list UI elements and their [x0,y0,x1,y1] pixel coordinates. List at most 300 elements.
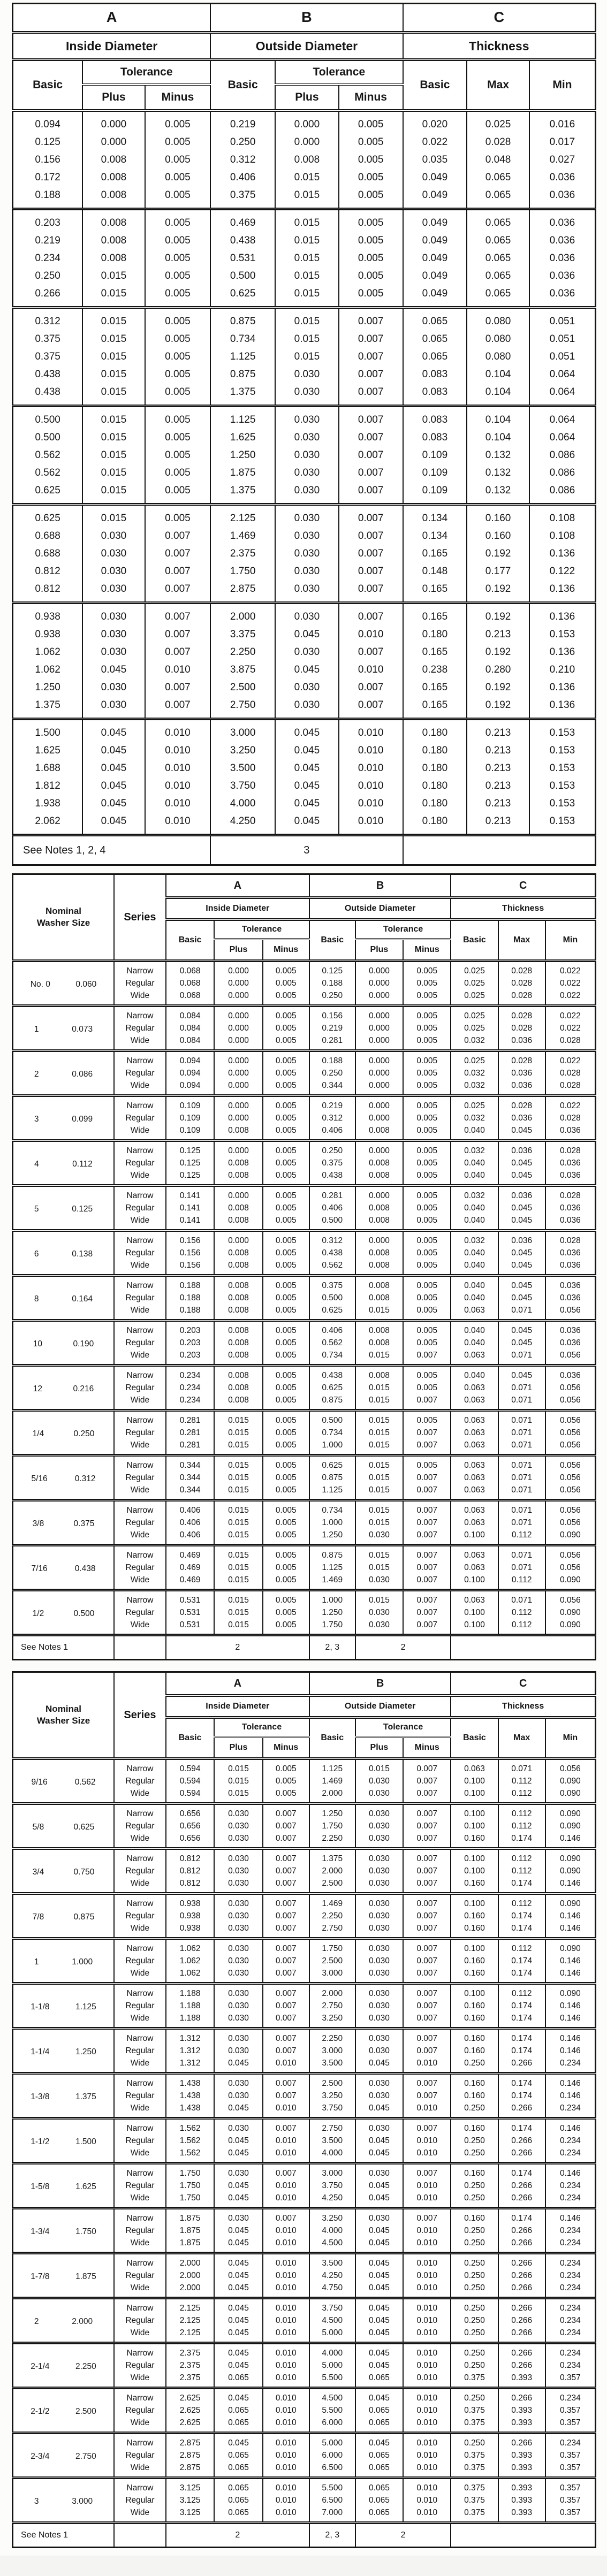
dimension-cell: 0.165 [403,696,467,719]
dimension-cell: 0.063 [451,1382,498,1394]
table-row [13,1186,596,1202]
dimension-cell: 0.045 [498,1157,545,1169]
dimension-cell: 0.015 [214,1759,262,1775]
dimension-cell: 0.007 [403,2208,451,2225]
dimension-cell: 2.625 [166,2388,214,2405]
dimension-cell: 0.005 [403,1247,451,1259]
series-cell: Regular [114,1292,166,1304]
dimension-cell: 0.015 [275,348,339,365]
dimension-cell: 3.500 [309,2057,355,2074]
notes-row [13,1635,596,1660]
dimension-cell: 0.030 [275,383,339,406]
dimension-cell: 0.065 [355,2449,403,2461]
dimension-cell: 0.056 [545,1304,596,1321]
dimension-cell: 0.036 [498,1112,545,1124]
dimension-cell: 0.393 [498,2404,545,2417]
washer-size-decimal: 0.138 [72,1249,93,1259]
dimension-cell: 0.015 [82,267,145,285]
dimension-cell: 0.008 [214,1124,262,1141]
dimension-cell: 0.005 [263,1247,309,1259]
dimension-cell: 2.375 [166,2343,214,2360]
dimension-cell: 0.007 [263,1849,309,1865]
dimension-cell: 2.000 [210,603,275,626]
dimension-cell: 0.068 [166,989,214,1006]
dimension-cell: 0.005 [263,1787,309,1804]
dimension-cell: 0.406 [309,1321,355,1337]
dimension-cell: 0.010 [263,2224,309,2237]
washer-size-cell [13,1500,115,1545]
series-cell: Wide [114,1304,166,1321]
dimension-cell: 1.625 [13,742,83,759]
dimension-cell: 0.000 [355,1034,403,1051]
nominal-washer-size-header [13,874,115,961]
dimension-cell: 3.250 [309,2090,355,2102]
dimension-cell: 0.008 [355,1337,403,1349]
row-group [13,2343,596,2388]
dimension-cell: 0.022 [545,1006,596,1023]
dimension-cell: 0.056 [545,1484,596,1500]
washer-size-label: 8 [34,1294,39,1304]
dimension-cell: 0.015 [214,1427,262,1439]
washer-size-label: 2-1/4 [31,2362,50,2372]
dimension-cell: 0.030 [214,2074,262,2090]
dimension-cell: 0.094 [166,1079,214,1096]
series-cell: Narrow [114,1006,166,1023]
dimension-cell: 0.007 [403,1484,451,1500]
series-cell: Regular [114,2224,166,2237]
dimension-cell: 0.109 [403,464,467,482]
dimension-cell: 0.030 [214,2029,262,2045]
dimension-cell: 0.280 [467,661,529,679]
dimension-cell: 0.160 [451,2074,498,2090]
minus-header: Minus [145,85,211,111]
dimension-cell: 0.438 [309,1366,355,1382]
dimension-cell: 0.007 [263,2000,309,2012]
dimension-cell: 1.938 [13,795,83,812]
dimension-cell: 0.005 [263,1292,309,1304]
dimension-cell: 0.036 [529,209,596,232]
dimension-cell: 0.160 [451,1877,498,1894]
dimension-cell: 0.005 [339,186,403,209]
series-cell: Narrow [114,1321,166,1337]
dimension-cell: 0.219 [13,232,83,249]
dimension-cell: 1.875 [166,2224,214,2237]
dimension-cell: 0.015 [355,1411,403,1427]
dimension-cell: 1.188 [166,2012,214,2029]
series-cell: Narrow [114,1939,166,1955]
dimension-cell: 0.008 [214,1259,262,1276]
dimension-cell: 0.010 [263,2057,309,2074]
dimension-cell: 2.750 [309,2000,355,2012]
dimension-cell: 0.030 [82,626,145,643]
dimension-cell: 0.065 [467,267,529,285]
series-cell: Regular [114,2135,166,2147]
table-row [13,285,596,308]
table-row [13,1006,596,1023]
series-cell: Narrow [114,2253,166,2270]
dimension-cell: 0.090 [545,1820,596,1832]
dimension-cell: 3.375 [210,626,275,643]
row-group [13,2298,596,2343]
dimension-cell: 0.045 [355,2388,403,2405]
dimension-cell: 0.008 [355,1321,403,1337]
dimension-cell: 0.406 [309,1202,355,1214]
dimension-cell: 0.071 [498,1455,545,1472]
dimension-cell: 0.010 [339,626,403,643]
dimension-cell: 0.375 [451,2478,498,2495]
dimension-cell: 0.146 [545,1832,596,1849]
dimension-cell: 2.000 [309,1865,355,1877]
dimension-cell: 2.125 [210,505,275,528]
dimension-cell: 0.005 [145,348,211,365]
dimension-cell: 1.750 [166,2192,214,2208]
dimension-cell: 0.100 [451,1939,498,1955]
dimension-cell: 0.406 [309,1124,355,1141]
dimension-cell: 0.015 [275,209,339,232]
dimension-cell: 0.032 [451,1112,498,1124]
dimension-cell: 0.005 [403,1006,451,1023]
dimension-cell: 1.125 [210,406,275,429]
dimension-cell: 0.104 [467,383,529,406]
dimension-cell: 0.005 [403,961,451,978]
dimension-cell: 0.030 [355,1775,403,1787]
dimension-cell: 0.030 [214,1820,262,1832]
dimension-cell: 0.015 [214,1455,262,1472]
dimension-cell: 0.213 [467,812,529,835]
dimension-cell: 2.625 [166,2417,214,2433]
dimension-cell: 0.030 [214,1804,262,1820]
dimension-cell: 0.030 [275,562,339,580]
dimension-cell: 0.015 [214,1472,262,1484]
dimension-cell: 0.146 [545,2029,596,2045]
dimension-cell: 0.015 [355,1516,403,1529]
dimension-cell: 0.030 [214,2208,262,2225]
dimension-cell: 0.375 [451,2506,498,2523]
dimension-cell: 0.045 [214,2388,262,2405]
dimension-cell: 0.132 [467,446,529,464]
series-cell: Regular [114,1472,166,1484]
dimension-cell: 0.406 [166,1529,214,1545]
dimension-cell: 0.010 [263,2237,309,2253]
dimension-cell: 0.045 [355,2224,403,2237]
dimension-cell: 0.000 [214,961,262,978]
dimension-cell: 0.219 [210,111,275,134]
washer-size-label: No. 0 [30,980,50,989]
dimension-cell: 4.500 [309,2237,355,2253]
dimension-cell: 1.469 [309,1574,355,1590]
min-header: Min [545,920,596,961]
dimension-cell: 0.032 [451,1067,498,1079]
dimension-cell: 0.064 [529,406,596,429]
dimension-cell: 0.036 [529,267,596,285]
dimension-cell: 0.007 [263,2029,309,2045]
dimension-cell: 0.875 [309,1545,355,1562]
dimension-table [12,873,596,1660]
dimension-cell: 0.250 [451,2102,498,2118]
dimension-cell: 0.010 [403,2269,451,2282]
dimension-cell: 0.005 [263,1516,309,1529]
dimension-cell: 0.375 [451,2417,498,2433]
dimension-cell: 0.008 [355,1214,403,1231]
dimension-cell: 0.357 [545,2449,596,2461]
dimension-cell: 0.030 [355,1984,403,2000]
dimension-cell: 0.035 [403,151,467,169]
dimension-cell: 0.146 [545,2208,596,2225]
basic-header: Basic [309,1718,355,1759]
table-row [13,562,596,580]
dimension-cell: 0.045 [82,795,145,812]
washer-size-label: 5/8 [32,1823,44,1832]
dimension-cell: 0.007 [339,679,403,696]
dimension-cell: 0.005 [145,186,211,209]
series-cell: Wide [114,1574,166,1590]
dimension-cell: 0.005 [263,1321,309,1337]
table-row [13,527,596,545]
dimension-cell: 0.007 [263,1894,309,1910]
washer-size-cell [13,2388,115,2433]
dimension-cell: 0.045 [275,626,339,643]
dimension-cell: 0.030 [82,562,145,580]
dimension-cell: 0.030 [275,505,339,528]
dimension-cell: 0.312 [210,151,275,169]
dimension-cell: 0.005 [145,383,211,406]
dimension-cell: 0.016 [529,111,596,134]
column-group-title: Outside Diameter [309,1696,451,1718]
min-header: Min [529,60,596,111]
dimension-cell: 0.281 [166,1427,214,1439]
dimension-cell: 0.045 [355,2359,403,2372]
dimension-cell: 0.007 [339,330,403,348]
dimension-cell: 0.007 [403,1439,451,1455]
dimension-cell: 0.010 [403,2478,451,2495]
dimension-cell: 0.010 [263,2404,309,2417]
dimension-cell: 0.210 [529,661,596,679]
series-cell: Narrow [114,2298,166,2315]
dimension-cell: 0.045 [498,1292,545,1304]
dimension-cell: 0.010 [403,2298,451,2315]
table-row [13,209,596,232]
dimension-cell: 0.084 [166,1006,214,1023]
dimension-cell: 0.030 [82,580,145,603]
dimension-cell: 0.045 [355,2298,403,2315]
dimension-cell: 0.000 [355,1067,403,1079]
table-row [13,1984,596,2000]
dimension-cell: 6.500 [309,2461,355,2478]
table-row [13,232,596,249]
table-row [13,719,596,742]
series-cell: Wide [114,1394,166,1411]
dimension-cell: 0.174 [498,1832,545,1849]
dimension-cell: 0.015 [214,1787,262,1804]
dimension-cell: 0.007 [263,1804,309,1820]
dimension-cell: 0.172 [13,169,83,186]
dimension-cell: 0.015 [275,186,339,209]
dimension-cell: 3.250 [210,742,275,759]
dimension-cell: 1.062 [166,1967,214,1984]
dimension-cell: 0.036 [545,1292,596,1304]
table-row [13,679,596,696]
dimension-cell: 6.000 [309,2417,355,2433]
dimension-cell: 2.875 [210,580,275,603]
series-cell: Regular [114,2045,166,2057]
series-cell: Wide [114,1619,166,1635]
dimension-cell: 0.010 [263,2359,309,2372]
series-cell: Narrow [114,2433,166,2450]
note-ref-cell: 2, 3 [309,2523,355,2548]
column-group-title: Outside Diameter [309,898,451,920]
dimension-cell: 0.108 [529,505,596,528]
washer-size-cell [13,2118,115,2163]
series-cell: Wide [114,1967,166,1984]
dimension-cell: 0.071 [498,1545,545,1562]
washer-size-decimal: 1.625 [75,2182,96,2192]
dimension-cell: 0.030 [82,527,145,545]
dimension-cell: 0.188 [309,977,355,989]
table-row [13,249,596,267]
dimension-cell: 0.375 [210,186,275,209]
dimension-cell: 0.007 [145,626,211,643]
dimension-cell: 0.000 [214,989,262,1006]
dimension-cell: 0.180 [403,759,467,777]
dimension-cell: 0.234 [545,2253,596,2270]
dimension-cell: 0.030 [214,1877,262,1894]
dimension-cell: 0.045 [214,2327,262,2343]
washer-size-label: 2 [34,2317,39,2327]
dimension-cell: 0.030 [355,1865,403,1877]
dimension-cell: 0.071 [498,1590,545,1607]
dimension-cell: 0.219 [309,1022,355,1034]
dimension-cell: 0.112 [498,1804,545,1820]
nominal-washer-size-label: Nominal Washer Size [36,905,90,928]
dimension-cell: 0.100 [451,1865,498,1877]
dimension-cell: 0.007 [403,1787,451,1804]
table-row [13,2163,596,2180]
series-cell: Narrow [114,961,166,978]
washer-size-label: 2 [34,1070,39,1079]
table-row [13,133,596,151]
dimension-cell: 0.056 [545,1427,596,1439]
washer-size-cell [13,2253,115,2298]
washer-size-cell [13,2074,115,2118]
dimension-cell: 0.007 [263,1967,309,1984]
dimension-cell: 0.005 [263,1500,309,1517]
dimension-cell: 0.005 [263,1079,309,1096]
dimension-cell: 0.030 [355,2045,403,2057]
dimension-cell: 0.100 [451,1574,498,1590]
dimension-cell: 0.174 [498,1967,545,1984]
washer-size-decimal: 0.190 [73,1339,94,1349]
table-row [13,348,596,365]
dimension-cell: 0.005 [263,1231,309,1247]
dimension-cell: 0.250 [451,2282,498,2298]
dimension-cell: 0.030 [355,1955,403,1967]
row-group [13,1186,596,1231]
dimension-cell: 0.007 [339,446,403,464]
series-cell: Wide [114,1529,166,1545]
dimension-cell: 0.032 [451,1034,498,1051]
dimension-cell: 0.136 [529,696,596,719]
washer-size-decimal: 0.060 [75,980,97,989]
dimension-cell: 0.174 [498,2208,545,2225]
dimension-cell: 0.393 [498,2506,545,2523]
dimension-cell: 0.438 [210,232,275,249]
dimension-cell: 0.153 [529,812,596,835]
dimension-cell: 0.007 [263,1955,309,1967]
dimension-cell: 3.500 [210,759,275,777]
series-cell: Narrow [114,2478,166,2495]
dimension-cell: 0.100 [451,1984,498,2000]
series-cell: Narrow [114,1096,166,1112]
dimension-cell: 0.250 [451,2343,498,2360]
dimension-cell: 0.036 [529,232,596,249]
dimension-cell: 0.234 [545,2314,596,2327]
washer-size-label: 1 [34,1957,39,1967]
dimension-cell: 0.030 [275,545,339,562]
row-group [13,2253,596,2298]
dimension-cell: 0.015 [214,1484,262,1500]
dimension-cell: 0.045 [498,1124,545,1141]
dimension-cell: 0.266 [498,2269,545,2282]
dimension-cell: 0.010 [263,2135,309,2147]
dimension-cell: 1.469 [309,1894,355,1910]
dimension-cell: 0.010 [263,2269,309,2282]
dimension-cell: 0.065 [355,2494,403,2506]
dimension-cell: 0.036 [529,169,596,186]
washer-size-cell [13,2029,115,2074]
table-row [13,383,596,406]
dimension-cell: 1.312 [166,2045,214,2057]
dimension-cell: 0.027 [529,151,596,169]
dimension-cell: 0.056 [545,1439,596,1455]
dimension-cell: 4.000 [309,2147,355,2163]
table-row [13,429,596,446]
dimension-cell: 0.005 [263,1561,309,1574]
note-ref-cell [403,835,596,865]
dimension-cell: 6.500 [309,2494,355,2506]
dimension-cell: 0.045 [214,2237,262,2253]
dimension-cell: 0.015 [214,1619,262,1635]
dimension-cell: 0.174 [498,1910,545,1922]
column-group-letter: A [166,874,309,898]
dimension-cell: 0.045 [355,2147,403,2163]
series-cell: Wide [114,2147,166,2163]
dimension-cell: 0.007 [339,383,403,406]
dimension-cell: 1.562 [166,2135,214,2147]
dimension-cell: 0.040 [451,1169,498,1186]
dimension-cell: 0.071 [498,1472,545,1484]
dimension-cell: 0.594 [166,1787,214,1804]
dimension-cell: 0.393 [498,2449,545,2461]
dimension-cell: 0.008 [214,1214,262,1231]
dimension-cell: 0.030 [355,1619,403,1635]
dimension-cell: 0.112 [498,1619,545,1635]
table-row [13,1849,596,1865]
dimension-cell: 0.180 [403,742,467,759]
dimension-cell: 0.045 [275,777,339,795]
dimension-cell: 0.056 [545,1411,596,1427]
dimension-cell: 0.008 [82,169,145,186]
dimension-cell: 0.090 [545,1775,596,1787]
dimension-cell: 0.030 [275,696,339,719]
dimension-cell: 0.030 [355,1849,403,1865]
table-row [13,696,596,719]
dimension-cell: 0.030 [355,2074,403,2090]
dimension-cell: 0.005 [403,1259,451,1276]
dimension-cell: 1.125 [309,1561,355,1574]
dimension-cell: 0.005 [263,1141,309,1157]
dimension-cell: 0.036 [529,186,596,209]
dimension-cell: 2.875 [166,2433,214,2450]
